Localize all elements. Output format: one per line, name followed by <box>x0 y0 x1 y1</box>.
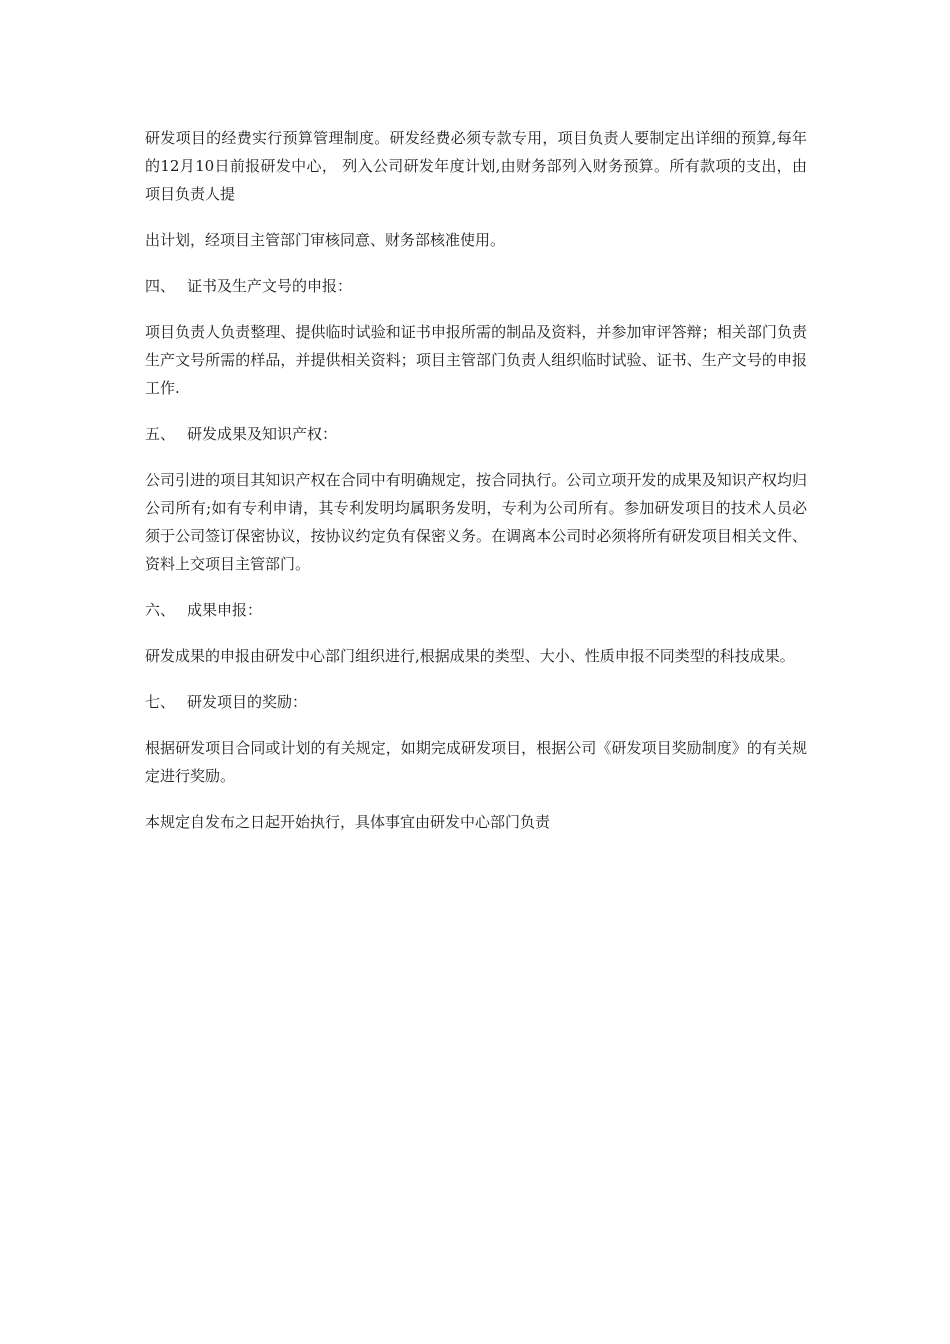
section-heading-4 <box>145 272 807 300</box>
paragraph-budget: 研发项目的经费实行预算管理制度。研发经费必须专款专用，项目负责人要制定出详细的预算,每年的12月10日前报研发中心， 列入公司研发年度计划,由财务部列入财务预算。所有款项的支出，由项目负责人提 <box>145 129 807 203</box>
section-number: 五、 <box>145 425 176 443</box>
section-number: 七、 <box>145 693 176 711</box>
paragraph-results: 研发成果的申报由研发中心部门组织进行,根据成果的类型、大小、性质申报不同类型的科技成果。 <box>145 647 795 665</box>
paragraph-ip: 公司引进的项目其知识产权在合同中有明确规定，按合同执行。公司立项开发的成果及知识产权均归公司所有;如有专利申请，其专利发明均属职务发明，专利为公司所有。参加研发项目的技术人员必须于公司签订保密协议，按协议约定负有保密义务。在调离本公司时必须将所有研发项目相关文件、资料上交项目主管部门。 <box>145 471 807 573</box>
section-title: 研发成果及知识产权： <box>187 425 338 443</box>
section-number: 四、 <box>145 277 176 295</box>
section-title: 成果申报： <box>187 601 263 619</box>
document-body <box>145 124 807 854</box>
section-title: 研发项目的奖励： <box>187 693 308 711</box>
section-heading-6 <box>145 596 807 624</box>
paragraph-effective: 本规定自发布之日起开始执行，具体事宜由研发中心部门负责 <box>145 813 551 831</box>
paragraph-rewards: 根据研发项目合同或计划的有关规定，如期完成研发项目，根据公司《研发项目奖励制度》的有关规定进行奖励。 <box>145 739 807 785</box>
section-number: 六、 <box>145 601 176 619</box>
section-heading-7 <box>145 688 807 716</box>
section-heading-5 <box>145 420 807 448</box>
section-title: 证书及生产文号的申报： <box>187 277 353 295</box>
paragraph-certificates: 项目负责人负责整理、提供临时试验和证书申报所需的制品及资料，并参加审评答辩；相关部门负责生产文号所需的样品，并提供相关资料；项目主管部门负责人组织临时试验、证书、生产文号的申报工作. <box>145 323 807 397</box>
paragraph-budget-continued: 出计划，经项目主管部门审核同意、财务部核准使用。 <box>145 231 506 249</box>
